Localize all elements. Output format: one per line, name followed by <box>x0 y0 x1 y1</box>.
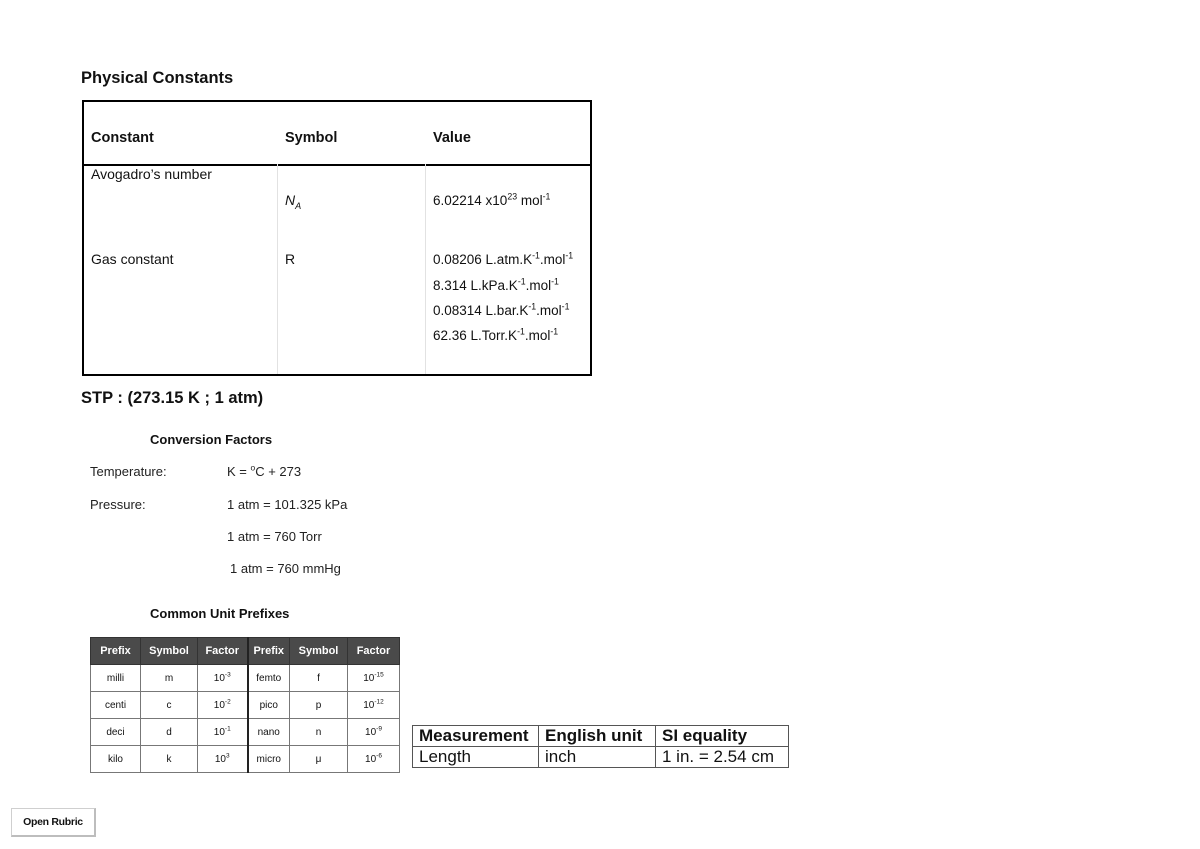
temperature-equation: K = $^o$C + 273 <box>227 462 302 479</box>
table-row <box>413 747 789 768</box>
factor-cell: $10^{-6}$ <box>348 746 400 773</box>
prefix-cell: kilo <box>91 746 141 773</box>
factor-cell: $10^{-2}$ <box>198 692 248 719</box>
si-equality-cell: 1 in. = 2.54 cm <box>656 747 789 768</box>
header-prefix: Prefix <box>248 638 290 665</box>
gas-constant-value: 8.314 $L.kPa.K^{-1}.mol^{-1}$ <box>433 276 559 293</box>
measurement-cell: Length <box>413 747 539 768</box>
prefix-cell: milli <box>91 665 141 692</box>
symbol-cell: n <box>290 719 348 746</box>
table-header <box>84 102 590 166</box>
header-symbol: Symbol <box>290 638 348 665</box>
symbol-cell: k <box>141 746 198 773</box>
table-row <box>91 692 400 719</box>
avogadro-value: 6.02214 $x10^{23}$ mol$^{-1}$ <box>433 191 551 208</box>
symbol-cell: μ <box>290 746 348 773</box>
factor-cell: $10^{-3}$ <box>198 665 248 692</box>
gas-constant-symbol: R <box>285 251 296 267</box>
header-si-equality: SI equality <box>656 726 789 747</box>
header-symbol: Symbol <box>285 130 338 146</box>
gas-constant-name: Gas constant <box>91 251 174 267</box>
prefix-cell: deci <box>91 719 141 746</box>
gas-constant-value: 0.08314 $L.bar.K^{-1}.mol^{-1}$ <box>433 301 570 318</box>
factor-cell: $10^{-15}$ <box>348 665 400 692</box>
pressure-label: Pressure: <box>90 497 146 512</box>
avogadro-name: Avogadro’s number <box>91 166 212 182</box>
prefix-cell: micro <box>248 746 290 773</box>
factor-cell: $10^3$ <box>198 746 248 773</box>
prefix-cell: centi <box>91 692 141 719</box>
table-row <box>91 665 400 692</box>
measurement-table <box>412 725 789 768</box>
header-factor: Factor <box>198 638 248 665</box>
gas-constant-value: 0.08206 $L.atm.K^{-1}.mol^{-1}$ <box>433 250 574 267</box>
factor-cell: $10^{-12}$ <box>348 692 400 719</box>
avogadro-symbol: $N_A$ <box>285 192 302 211</box>
pressure-equation: 1 atm = 760 Torr <box>227 529 322 544</box>
header-english-unit: English unit <box>539 726 656 747</box>
pressure-equation: 1 atm = 101.325 kPa <box>227 497 348 512</box>
table-header-row <box>91 638 400 665</box>
column-divider <box>277 164 278 374</box>
pressure-equation: 1 atm = 760 mmHg <box>230 561 341 576</box>
header-factor: Factor <box>348 638 400 665</box>
open-rubric-button[interactable]: Open Rubric <box>11 808 96 837</box>
header-symbol: Symbol <box>141 638 198 665</box>
column-divider <box>425 164 426 374</box>
physical-constants-table <box>82 100 592 376</box>
unit-prefixes-title: Common Unit Prefixes <box>150 606 290 621</box>
temperature-label: Temperature: <box>90 464 167 479</box>
english-unit-cell: inch <box>539 747 656 768</box>
symbol-cell: f <box>290 665 348 692</box>
gas-constant-value: 62.36 $L.Torr.K^{-1}.mol^{-1}$ <box>433 326 559 343</box>
symbol-cell: d <box>141 719 198 746</box>
prefix-cell: pico <box>248 692 290 719</box>
table-row <box>91 719 400 746</box>
factor-cell: $10^{-1}$ <box>198 719 248 746</box>
physical-constants-title: Physical Constants <box>81 69 234 87</box>
header-value: Value <box>433 130 471 146</box>
unit-prefixes-table <box>90 637 400 773</box>
header-prefix: Prefix <box>91 638 141 665</box>
symbol-cell: c <box>141 692 198 719</box>
conversion-factors-title: Conversion Factors <box>150 432 273 447</box>
symbol-cell: p <box>290 692 348 719</box>
stp-line: STP : (273.15 K ; 1 atm) <box>81 389 264 407</box>
table-row <box>91 746 400 773</box>
header-constant: Constant <box>91 130 154 146</box>
header-measurement: Measurement <box>413 726 539 747</box>
prefix-cell: femto <box>248 665 290 692</box>
symbol-cell: m <box>141 665 198 692</box>
prefix-cell: nano <box>248 719 290 746</box>
table-header-row <box>413 726 789 747</box>
factor-cell: $10^{-9}$ <box>348 719 400 746</box>
